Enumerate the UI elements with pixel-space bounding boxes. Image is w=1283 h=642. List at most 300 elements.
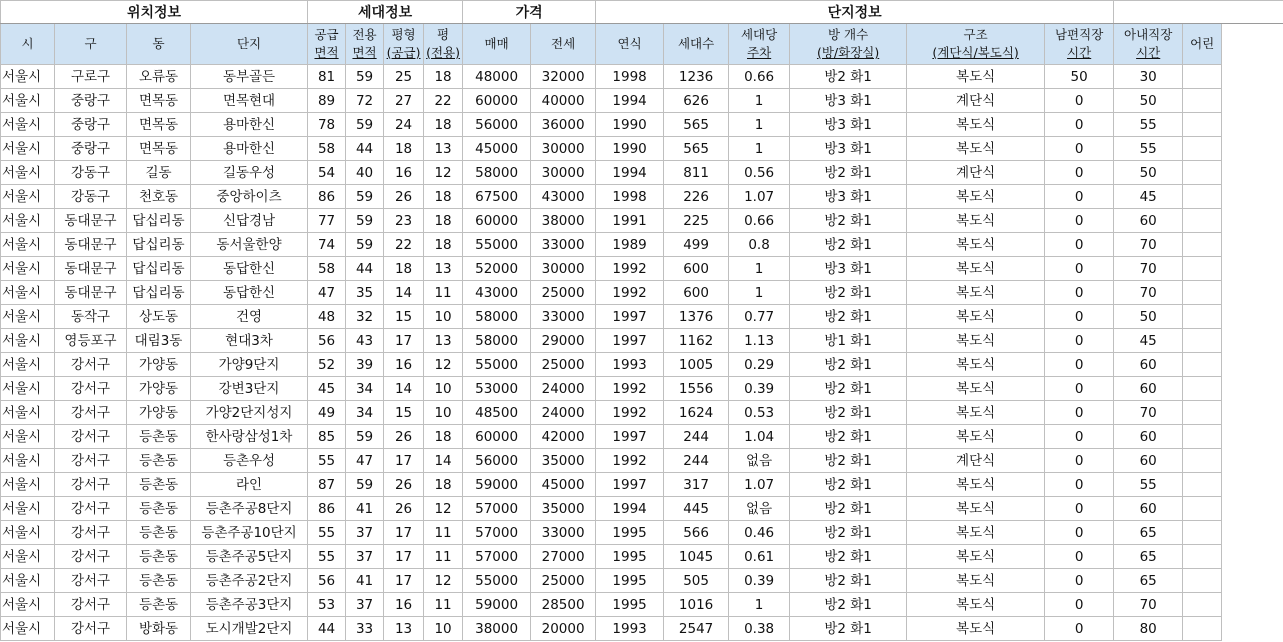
table-cell[interactable]: 1991 [596, 209, 664, 233]
table-cell[interactable]: 용마한신 [191, 113, 308, 137]
table-cell[interactable]: 30 [1114, 65, 1183, 89]
table-cell[interactable]: 강서구 [55, 497, 127, 521]
table-cell[interactable]: 67500 [463, 185, 531, 209]
table-cell[interactable]: 60 [1114, 209, 1183, 233]
table-cell[interactable]: 등촌동 [127, 497, 191, 521]
table-cell[interactable]: 43000 [463, 281, 531, 305]
table-cell[interactable]: 25 [384, 65, 424, 89]
table-cell[interactable]: 1376 [664, 305, 729, 329]
table-cell[interactable]: 1995 [596, 545, 664, 569]
table-cell[interactable]: 56 [308, 569, 346, 593]
table-cell[interactable]: 0 [1045, 353, 1114, 377]
table-cell[interactable]: 방3 화1 [790, 137, 907, 161]
column-header[interactable] [790, 24, 907, 65]
table-cell[interactable]: 37 [346, 521, 384, 545]
table-cell[interactable]: 서울시 [1, 353, 55, 377]
table-cell[interactable]: 244 [664, 449, 729, 473]
table-cell[interactable]: 복도식 [907, 497, 1045, 521]
table-cell[interactable]: 811 [664, 161, 729, 185]
column-header[interactable] [1114, 24, 1183, 65]
table-cell[interactable]: 1 [729, 113, 790, 137]
table-cell[interactable]: 방2 화1 [790, 401, 907, 425]
table-cell[interactable]: 답십리동 [127, 233, 191, 257]
table-cell[interactable]: 방2 화1 [790, 65, 907, 89]
table-cell[interactable]: 서울시 [1, 521, 55, 545]
table-cell[interactable]: 47 [308, 281, 346, 305]
table-cell[interactable]: 서울시 [1, 329, 55, 353]
table-cell[interactable]: 서울시 [1, 65, 55, 89]
table-cell[interactable]: 구로구 [55, 65, 127, 89]
table-cell[interactable]: 59 [346, 473, 384, 497]
table-cell[interactable]: 1.07 [729, 473, 790, 497]
table-cell[interactable]: 1556 [664, 377, 729, 401]
table-cell[interactable]: 11 [424, 545, 463, 569]
table-cell[interactable]: 45 [308, 377, 346, 401]
table-cell[interactable]: 59 [346, 209, 384, 233]
table-cell[interactable]: 70 [1114, 401, 1183, 425]
table-cell[interactable]: 상도동 [127, 305, 191, 329]
table-cell[interactable]: 70 [1114, 281, 1183, 305]
table-cell[interactable]: 44 [346, 257, 384, 281]
table-cell[interactable]: 중앙하이츠 [191, 185, 308, 209]
table-cell[interactable]: 복도식 [907, 353, 1045, 377]
table-cell[interactable]: 37 [346, 593, 384, 617]
table-cell[interactable]: 서울시 [1, 449, 55, 473]
table-cell[interactable]: 24000 [531, 377, 596, 401]
table-cell[interactable]: 58 [308, 137, 346, 161]
table-cell[interactable]: 1998 [596, 65, 664, 89]
table-cell[interactable]: 35 [346, 281, 384, 305]
table-cell[interactable]: 65 [1114, 569, 1183, 593]
table-cell[interactable]: 1998 [596, 185, 664, 209]
column-header[interactable] [907, 24, 1045, 65]
table-cell[interactable]: 30000 [531, 257, 596, 281]
table-cell[interactable]: 55 [1114, 113, 1183, 137]
table-cell[interactable]: 길동 [127, 161, 191, 185]
column-header[interactable] [384, 24, 424, 65]
column-header[interactable] [55, 24, 127, 65]
table-cell[interactable]: 서울시 [1, 185, 55, 209]
table-cell[interactable]: 없음 [729, 497, 790, 521]
table-cell[interactable] [1183, 425, 1222, 449]
table-cell[interactable]: 24 [384, 113, 424, 137]
table-cell[interactable] [1183, 617, 1222, 641]
table-cell[interactable]: 86 [308, 497, 346, 521]
table-cell[interactable]: 방3 화1 [790, 185, 907, 209]
table-cell[interactable]: 53 [308, 593, 346, 617]
table-cell[interactable]: 10 [424, 377, 463, 401]
table-cell[interactable]: 50 [1114, 161, 1183, 185]
table-cell[interactable]: 48 [308, 305, 346, 329]
table-cell[interactable]: 626 [664, 89, 729, 113]
table-cell[interactable]: 53000 [463, 377, 531, 401]
table-cell[interactable]: 14 [424, 449, 463, 473]
table-cell[interactable]: 한사랑삼성1차 [191, 425, 308, 449]
table-cell[interactable]: 0 [1045, 569, 1114, 593]
table-cell[interactable]: 33 [346, 617, 384, 641]
table-cell[interactable]: 0.8 [729, 233, 790, 257]
table-cell[interactable]: 등촌주공10단지 [191, 521, 308, 545]
table-cell[interactable]: 용마한신 [191, 137, 308, 161]
table-cell[interactable]: 0 [1045, 161, 1114, 185]
table-cell[interactable]: 55 [308, 521, 346, 545]
table-cell[interactable]: 50 [1045, 65, 1114, 89]
table-cell[interactable]: 0.29 [729, 353, 790, 377]
table-cell[interactable]: 52 [308, 353, 346, 377]
table-cell[interactable]: 0.39 [729, 569, 790, 593]
table-cell[interactable] [1183, 353, 1222, 377]
table-cell[interactable]: 복도식 [907, 569, 1045, 593]
table-cell[interactable]: 방2 화1 [790, 281, 907, 305]
table-cell[interactable]: 방화동 [127, 617, 191, 641]
table-cell[interactable]: 1.04 [729, 425, 790, 449]
table-cell[interactable]: 55 [1114, 473, 1183, 497]
table-cell[interactable]: 방2 화1 [790, 209, 907, 233]
table-cell[interactable]: 10 [424, 617, 463, 641]
table-cell[interactable]: 55000 [463, 569, 531, 593]
table-cell[interactable]: 18 [424, 185, 463, 209]
group-header[interactable]: 단지정보 [596, 1, 1114, 24]
table-cell[interactable]: 강서구 [55, 473, 127, 497]
table-cell[interactable]: 60000 [463, 209, 531, 233]
table-cell[interactable]: 방2 화1 [790, 449, 907, 473]
table-cell[interactable]: 복도식 [907, 233, 1045, 257]
table-cell[interactable]: 대림3동 [127, 329, 191, 353]
table-cell[interactable]: 복도식 [907, 401, 1045, 425]
table-cell[interactable]: 천호동 [127, 185, 191, 209]
column-header[interactable] [424, 24, 463, 65]
table-cell[interactable]: 복도식 [907, 281, 1045, 305]
table-cell[interactable]: 17 [384, 329, 424, 353]
table-cell[interactable]: 17 [384, 521, 424, 545]
table-cell[interactable]: 0.38 [729, 617, 790, 641]
table-cell[interactable]: 방3 화1 [790, 257, 907, 281]
table-cell[interactable]: 등촌주공2단지 [191, 569, 308, 593]
table-cell[interactable]: 가양2단지성지 [191, 401, 308, 425]
table-cell[interactable]: 55000 [463, 233, 531, 257]
table-cell[interactable]: 복도식 [907, 137, 1045, 161]
table-cell[interactable]: 49 [308, 401, 346, 425]
table-cell[interactable]: 방3 화1 [790, 89, 907, 113]
table-cell[interactable]: 59 [346, 185, 384, 209]
table-cell[interactable]: 445 [664, 497, 729, 521]
table-cell[interactable]: 0 [1045, 377, 1114, 401]
table-cell[interactable]: 1992 [596, 377, 664, 401]
table-cell[interactable]: 등촌동 [127, 569, 191, 593]
table-cell[interactable]: 89 [308, 89, 346, 113]
column-header[interactable] [729, 24, 790, 65]
table-cell[interactable]: 강서구 [55, 401, 127, 425]
table-cell[interactable]: 244 [664, 425, 729, 449]
table-cell[interactable]: 77 [308, 209, 346, 233]
table-cell[interactable]: 18 [424, 425, 463, 449]
table-cell[interactable]: 18 [424, 209, 463, 233]
column-header[interactable] [1, 24, 55, 65]
table-cell[interactable]: 건영 [191, 305, 308, 329]
table-cell[interactable]: 면목현대 [191, 89, 308, 113]
table-cell[interactable]: 등촌동 [127, 449, 191, 473]
table-cell[interactable]: 59000 [463, 593, 531, 617]
table-cell[interactable]: 17 [384, 449, 424, 473]
table-cell[interactable]: 1997 [596, 473, 664, 497]
table-cell[interactable]: 317 [664, 473, 729, 497]
table-cell[interactable]: 방2 화1 [790, 545, 907, 569]
table-cell[interactable]: 0.46 [729, 521, 790, 545]
table-cell[interactable]: 38000 [531, 209, 596, 233]
table-cell[interactable]: 70 [1114, 593, 1183, 617]
table-cell[interactable]: 13 [424, 137, 463, 161]
table-cell[interactable]: 방2 화1 [790, 425, 907, 449]
table-cell[interactable]: 17 [384, 545, 424, 569]
table-cell[interactable]: 1997 [596, 305, 664, 329]
table-cell[interactable]: 서울시 [1, 113, 55, 137]
table-cell[interactable]: 33000 [531, 305, 596, 329]
table-cell[interactable]: 서울시 [1, 137, 55, 161]
table-cell[interactable]: 계단식 [907, 449, 1045, 473]
table-cell[interactable]: 방2 화1 [790, 473, 907, 497]
column-header[interactable] [596, 24, 664, 65]
table-cell[interactable]: 1994 [596, 161, 664, 185]
table-cell[interactable]: 1624 [664, 401, 729, 425]
table-cell[interactable]: 0 [1045, 593, 1114, 617]
column-header[interactable] [1183, 24, 1222, 65]
table-cell[interactable]: 방3 화1 [790, 113, 907, 137]
table-cell[interactable]: 서울시 [1, 617, 55, 641]
table-cell[interactable]: 10 [424, 401, 463, 425]
table-cell[interactable]: 32000 [531, 65, 596, 89]
group-header[interactable] [1114, 1, 1283, 24]
table-cell[interactable]: 47 [346, 449, 384, 473]
table-cell[interactable]: 13 [384, 617, 424, 641]
table-cell[interactable]: 강서구 [55, 425, 127, 449]
table-cell[interactable]: 라인 [191, 473, 308, 497]
table-cell[interactable]: 17 [384, 569, 424, 593]
table-cell[interactable]: 30000 [531, 161, 596, 185]
table-cell[interactable]: 70 [1114, 257, 1183, 281]
table-cell[interactable]: 12 [424, 569, 463, 593]
table-cell[interactable]: 26 [384, 473, 424, 497]
table-cell[interactable]: 서울시 [1, 569, 55, 593]
table-cell[interactable]: 87 [308, 473, 346, 497]
table-cell[interactable]: 강동구 [55, 161, 127, 185]
table-cell[interactable]: 41 [346, 497, 384, 521]
table-cell[interactable]: 40000 [531, 89, 596, 113]
table-cell[interactable]: 45 [1114, 185, 1183, 209]
table-cell[interactable]: 58000 [463, 305, 531, 329]
table-cell[interactable]: 33000 [531, 521, 596, 545]
table-cell[interactable] [1183, 209, 1222, 233]
table-cell[interactable]: 18 [384, 137, 424, 161]
table-cell[interactable]: 1990 [596, 113, 664, 137]
table-cell[interactable]: 복도식 [907, 185, 1045, 209]
table-cell[interactable]: 225 [664, 209, 729, 233]
table-cell[interactable]: 복도식 [907, 617, 1045, 641]
table-cell[interactable]: 11 [424, 521, 463, 545]
table-cell[interactable]: 오류동 [127, 65, 191, 89]
table-cell[interactable]: 30000 [531, 137, 596, 161]
table-cell[interactable]: 방1 화1 [790, 329, 907, 353]
table-cell[interactable]: 영등포구 [55, 329, 127, 353]
table-cell[interactable]: 1 [729, 593, 790, 617]
table-cell[interactable]: 서울시 [1, 425, 55, 449]
table-cell[interactable]: 동대문구 [55, 209, 127, 233]
table-cell[interactable]: 1997 [596, 425, 664, 449]
table-cell[interactable]: 18 [424, 113, 463, 137]
table-cell[interactable]: 0 [1045, 113, 1114, 137]
table-cell[interactable]: 20000 [531, 617, 596, 641]
table-cell[interactable]: 45000 [531, 473, 596, 497]
table-cell[interactable]: 60000 [463, 89, 531, 113]
table-cell[interactable]: 43000 [531, 185, 596, 209]
table-cell[interactable]: 등촌동 [127, 593, 191, 617]
table-cell[interactable]: 10 [424, 305, 463, 329]
table-cell[interactable]: 1016 [664, 593, 729, 617]
table-cell[interactable] [1183, 401, 1222, 425]
table-cell[interactable]: 86 [308, 185, 346, 209]
table-cell[interactable]: 60 [1114, 377, 1183, 401]
table-cell[interactable]: 서울시 [1, 209, 55, 233]
table-cell[interactable]: 0 [1045, 305, 1114, 329]
table-cell[interactable] [1183, 545, 1222, 569]
table-cell[interactable]: 0 [1045, 281, 1114, 305]
table-cell[interactable]: 59000 [463, 473, 531, 497]
table-cell[interactable]: 1992 [596, 401, 664, 425]
table-cell[interactable]: 600 [664, 281, 729, 305]
table-cell[interactable]: 27000 [531, 545, 596, 569]
table-cell[interactable]: 동답한신 [191, 257, 308, 281]
table-cell[interactable] [1183, 185, 1222, 209]
table-cell[interactable]: 중랑구 [55, 113, 127, 137]
table-cell[interactable]: 0 [1045, 473, 1114, 497]
table-cell[interactable]: 505 [664, 569, 729, 593]
table-cell[interactable]: 41 [346, 569, 384, 593]
table-cell[interactable]: 57000 [463, 545, 531, 569]
table-cell[interactable]: 50 [1114, 89, 1183, 113]
table-cell[interactable]: 42000 [531, 425, 596, 449]
table-cell[interactable]: 복도식 [907, 257, 1045, 281]
table-cell[interactable]: 55 [308, 449, 346, 473]
table-cell[interactable]: 강서구 [55, 617, 127, 641]
table-cell[interactable]: 55 [308, 545, 346, 569]
table-cell[interactable]: 16 [384, 161, 424, 185]
table-cell[interactable]: 0 [1045, 209, 1114, 233]
table-cell[interactable]: 26 [384, 497, 424, 521]
table-cell[interactable]: 복도식 [907, 593, 1045, 617]
table-cell[interactable]: 면목동 [127, 137, 191, 161]
table-cell[interactable]: 방2 화1 [790, 233, 907, 257]
table-cell[interactable]: 22 [424, 89, 463, 113]
table-cell[interactable]: 48000 [463, 65, 531, 89]
table-cell[interactable]: 55 [1114, 137, 1183, 161]
table-cell[interactable]: 서울시 [1, 305, 55, 329]
table-cell[interactable]: 1993 [596, 353, 664, 377]
table-cell[interactable]: 중랑구 [55, 137, 127, 161]
table-cell[interactable]: 0 [1045, 521, 1114, 545]
table-cell[interactable]: 등촌주공5단지 [191, 545, 308, 569]
table-cell[interactable]: 서울시 [1, 89, 55, 113]
table-cell[interactable]: 59 [346, 113, 384, 137]
table-cell[interactable]: 방2 화1 [790, 521, 907, 545]
table-cell[interactable]: 25000 [531, 353, 596, 377]
table-cell[interactable]: 동답한신 [191, 281, 308, 305]
table-cell[interactable]: 0 [1045, 401, 1114, 425]
table-cell[interactable]: 방2 화1 [790, 377, 907, 401]
table-cell[interactable]: 37 [346, 545, 384, 569]
table-cell[interactable]: 가양동 [127, 377, 191, 401]
table-cell[interactable]: 방2 화1 [790, 617, 907, 641]
table-cell[interactable]: 0 [1045, 617, 1114, 641]
table-cell[interactable]: 0 [1045, 257, 1114, 281]
table-cell[interactable]: 26 [384, 425, 424, 449]
table-cell[interactable] [1183, 569, 1222, 593]
table-cell[interactable] [1183, 233, 1222, 257]
table-cell[interactable]: 57000 [463, 521, 531, 545]
table-cell[interactable]: 복도식 [907, 473, 1045, 497]
column-header[interactable] [308, 24, 346, 65]
table-cell[interactable]: 26 [384, 185, 424, 209]
table-cell[interactable]: 강서구 [55, 593, 127, 617]
table-cell[interactable]: 48500 [463, 401, 531, 425]
column-header[interactable] [1045, 24, 1114, 65]
table-cell[interactable]: 신답경남 [191, 209, 308, 233]
table-cell[interactable]: 등촌동 [127, 521, 191, 545]
table-cell[interactable]: 1995 [596, 569, 664, 593]
table-cell[interactable] [1183, 281, 1222, 305]
table-cell[interactable]: 등촌주공3단지 [191, 593, 308, 617]
table-cell[interactable]: 56000 [463, 449, 531, 473]
table-cell[interactable]: 24000 [531, 401, 596, 425]
table-cell[interactable]: 1.07 [729, 185, 790, 209]
table-cell[interactable]: 55000 [463, 353, 531, 377]
table-cell[interactable]: 58 [308, 257, 346, 281]
table-cell[interactable]: 29000 [531, 329, 596, 353]
table-cell[interactable]: 1992 [596, 449, 664, 473]
table-cell[interactable]: 43 [346, 329, 384, 353]
table-cell[interactable]: 1 [729, 257, 790, 281]
table-cell[interactable]: 0.66 [729, 209, 790, 233]
table-cell[interactable]: 가양동 [127, 353, 191, 377]
table-cell[interactable]: 78 [308, 113, 346, 137]
table-cell[interactable]: 서울시 [1, 545, 55, 569]
table-cell[interactable]: 38000 [463, 617, 531, 641]
table-cell[interactable]: 서울시 [1, 257, 55, 281]
table-cell[interactable]: 23 [384, 209, 424, 233]
table-cell[interactable]: 동작구 [55, 305, 127, 329]
table-cell[interactable]: 복도식 [907, 113, 1045, 137]
table-cell[interactable]: 0.39 [729, 377, 790, 401]
table-cell[interactable]: 1992 [596, 281, 664, 305]
table-cell[interactable]: 0.66 [729, 65, 790, 89]
table-cell[interactable] [1183, 473, 1222, 497]
column-header[interactable] [127, 24, 191, 65]
table-cell[interactable] [1183, 113, 1222, 137]
table-cell[interactable]: 15 [384, 401, 424, 425]
table-cell[interactable]: 36000 [531, 113, 596, 137]
table-cell[interactable]: 1162 [664, 329, 729, 353]
table-cell[interactable]: 60 [1114, 497, 1183, 521]
table-cell[interactable]: 도시개발2단지 [191, 617, 308, 641]
table-cell[interactable]: 강변3단지 [191, 377, 308, 401]
table-cell[interactable]: 70 [1114, 233, 1183, 257]
table-cell[interactable] [1183, 497, 1222, 521]
table-cell[interactable]: 12 [424, 497, 463, 521]
column-header[interactable] [463, 24, 531, 65]
table-cell[interactable]: 강서구 [55, 521, 127, 545]
table-cell[interactable]: 복도식 [907, 65, 1045, 89]
table-cell[interactable] [1183, 161, 1222, 185]
table-cell[interactable]: 서울시 [1, 233, 55, 257]
table-cell[interactable]: 60000 [463, 425, 531, 449]
